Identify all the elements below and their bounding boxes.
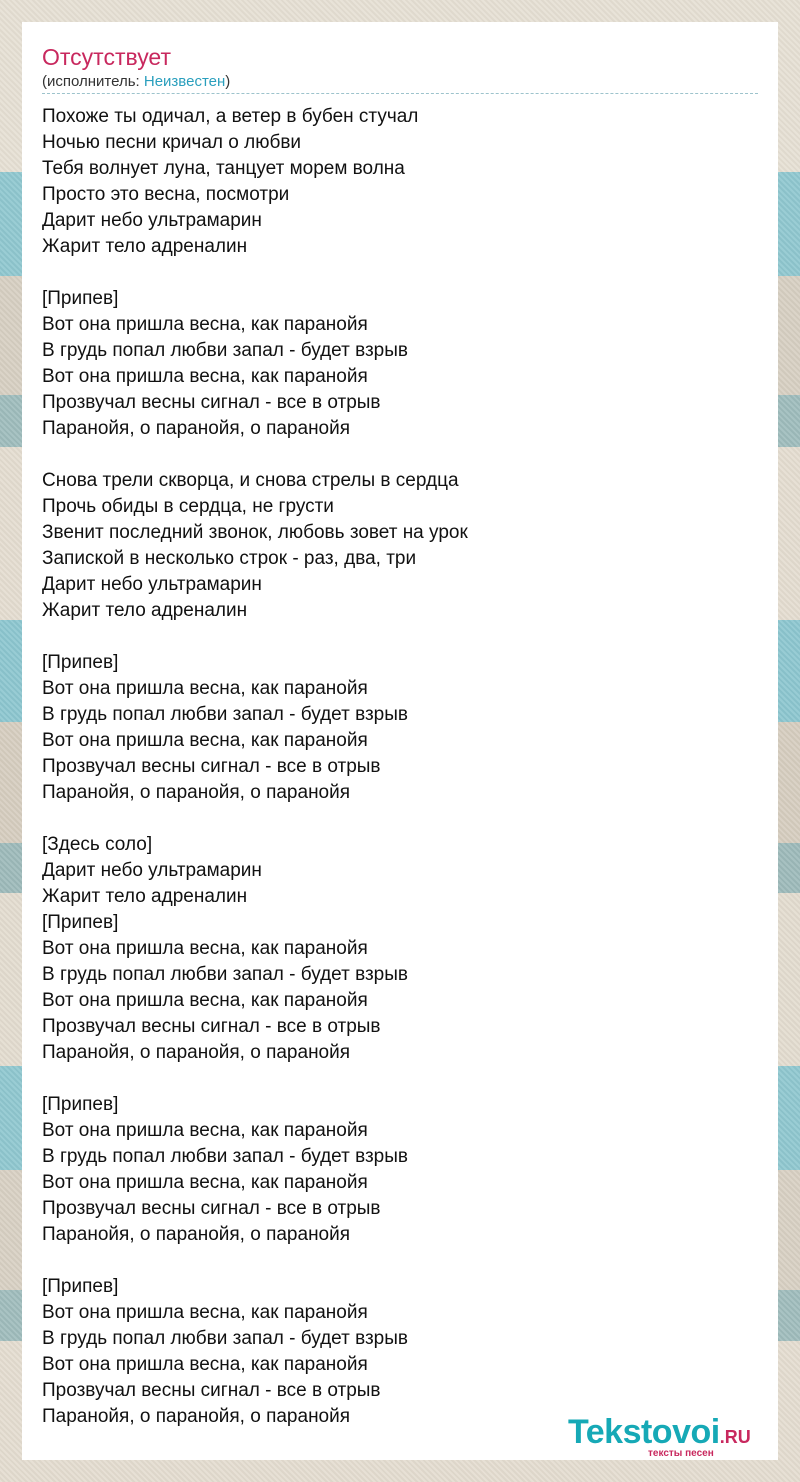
artist-link[interactable]: Неизвестен xyxy=(143,73,226,90)
header-divider xyxy=(42,93,758,94)
site-logo[interactable] xyxy=(568,1414,772,1458)
artist-suffix: ) xyxy=(225,73,231,90)
site-logo-tagline: тексты песен xyxy=(648,1448,714,1459)
site-logo-word: Tekstovoi xyxy=(568,1413,720,1451)
site-logo-tld: .RU xyxy=(719,1427,751,1447)
song-title: Отсутствует xyxy=(42,44,171,70)
artist-prefix: (исполнитель: xyxy=(42,73,144,90)
lyrics-text: Похоже ты одичал, а ветер в бубен стучал Ночью песни кричал о любви Тебя волнует луна, танцует морем волна Просто это весна, посмотри Дарит небо ультрамарин Жарит тело адреналин [Припев] Вот она пришла весна, как паранойя В грудь попал любви запал - будет взрыв Вот она пришла весна, как паранойя Прозвучал весны сигнал - все в отрыв Паранойя, о паранойя, о паранойя Снова трели скворца, и снова стрелы в сердца Прочь обиды в сердца, не грусти Звенит последний звонок, любовь зовет на урок Запиской в несколько строк - раз, два, три Дарит небо ультрамарин Жарит тело адреналин [Припев] Вот она пришла весна, как паранойя В грудь попал любви запал - будет взрыв Вот она пришла весна, как паранойя Прозвучал весны сигнал - все в отрыв Паранойя, о паранойя, о паранойя [Здесь соло] Дарит небо ультрамарин Жарит тело адреналин [Припев] Вот она пришла весна, как паранойя В грудь попал любви запал - будет взрыв Вот она пришла весна, как паранойя Прозвучал весны сигнал - все в отрыв Паранойя, о паранойя, о паранойя [Припев] Вот она пришла весна, как паранойя В грудь попал любви запал - будет взрыв Вот она пришла весна, как паранойя Прозвучал весны сигнал - все в отрыв Паранойя, о паранойя, о паранойя [Припев] Вот она пришла весна, как паранойя В грудь попал любви запал - будет взрыв Вот она пришла весна, как паранойя Прозвучал весны сигнал - все в отрыв Паранойя, о паранойя, о паранойя xyxy=(42,106,468,1427)
lyrics-card xyxy=(22,22,778,1460)
artist-line xyxy=(42,72,230,92)
